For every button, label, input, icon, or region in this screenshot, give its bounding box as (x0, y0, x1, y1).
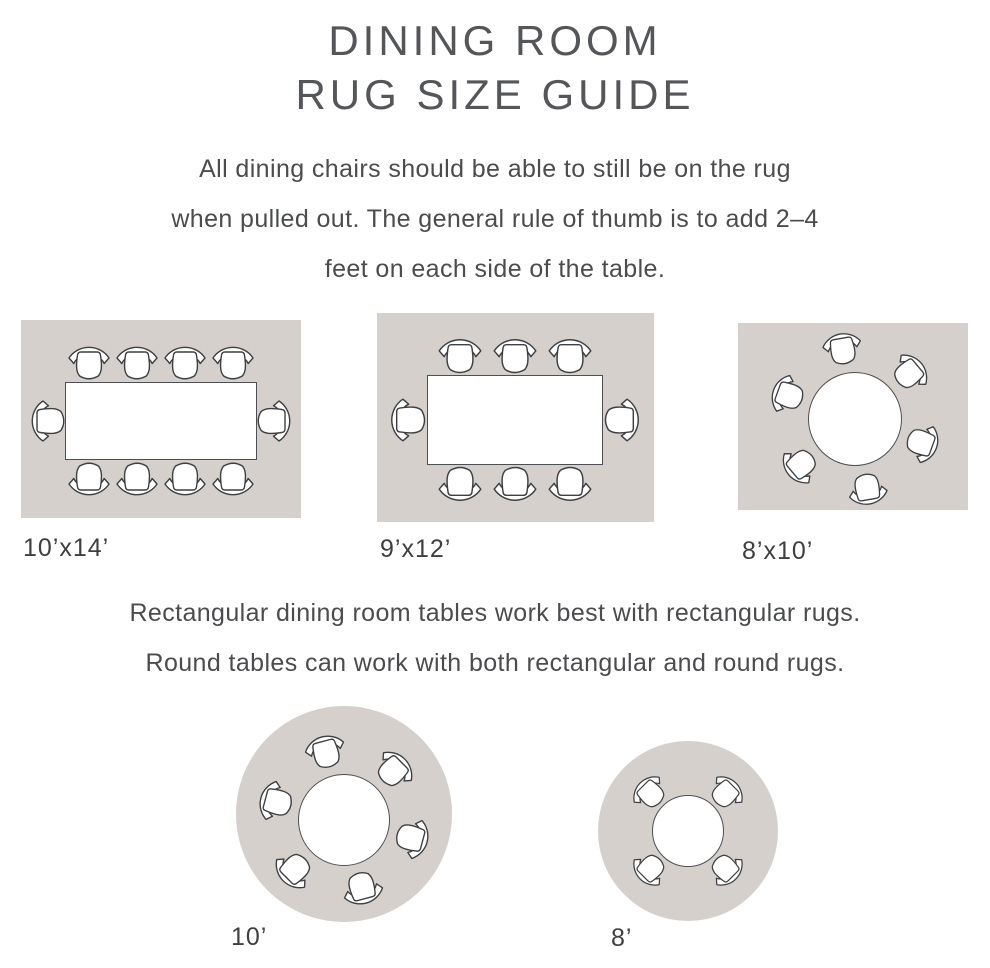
rug-diagram-8x10 (738, 323, 968, 510)
rug-size-label-9x12: 9’x12’ (380, 535, 452, 563)
page-title-line-2: RUG SIZE GUIDE (295, 71, 695, 118)
chair-icon (383, 396, 427, 444)
intro-text (0, 144, 990, 294)
rug-diagram-9x12 (377, 313, 654, 522)
chair-icon (210, 461, 256, 503)
chair-icon (546, 465, 594, 509)
chair-icon (546, 331, 594, 375)
rug-diagram-10-round (236, 706, 452, 922)
note-line-2: Round tables can work with both rectangular and round rugs. (145, 649, 845, 677)
chair-icon (66, 339, 112, 381)
chair-icon (114, 339, 160, 381)
rug-diagram-8-round (598, 741, 778, 921)
intro-line-1: All dining chairs should be able to still be on the rug (199, 155, 791, 183)
intro-line-3: feet on each side of the table. (324, 255, 666, 283)
note-line-1: Rectangular dining room tables work best with rectangular rugs. (129, 599, 861, 627)
rug-size-label-8-round: 8’ (611, 924, 633, 952)
chair-icon (256, 398, 298, 444)
chair-icon (491, 331, 539, 375)
note-text (0, 588, 990, 688)
dining-table (652, 795, 724, 867)
chair-icon (817, 323, 867, 370)
dining-table (65, 382, 257, 460)
dining-table (808, 372, 902, 466)
chair-icon (436, 465, 484, 509)
chair-icon (24, 398, 66, 444)
chair-icon (436, 331, 484, 375)
rug-size-label-10-round: 10’ (231, 923, 268, 951)
chair-icon (843, 468, 893, 515)
chair-icon (162, 461, 208, 503)
chair-icon (491, 465, 539, 509)
rug-size-label-10x14: 10’x14’ (23, 534, 110, 562)
chair-icon (210, 339, 256, 381)
rug-size-label-8x10: 8’x10’ (742, 537, 814, 565)
chair-icon (114, 461, 160, 503)
intro-line-2: when pulled out. The general rule of thumb is to add 2–4 (171, 205, 819, 233)
page-title (0, 14, 990, 122)
rug-diagram-10x14 (21, 320, 301, 518)
dining-table (298, 774, 390, 866)
dining-table (427, 375, 603, 465)
chair-icon (162, 339, 208, 381)
page-title-line-1: DINING ROOM (328, 17, 662, 64)
chair-icon (603, 396, 647, 444)
chair-icon (66, 461, 112, 503)
